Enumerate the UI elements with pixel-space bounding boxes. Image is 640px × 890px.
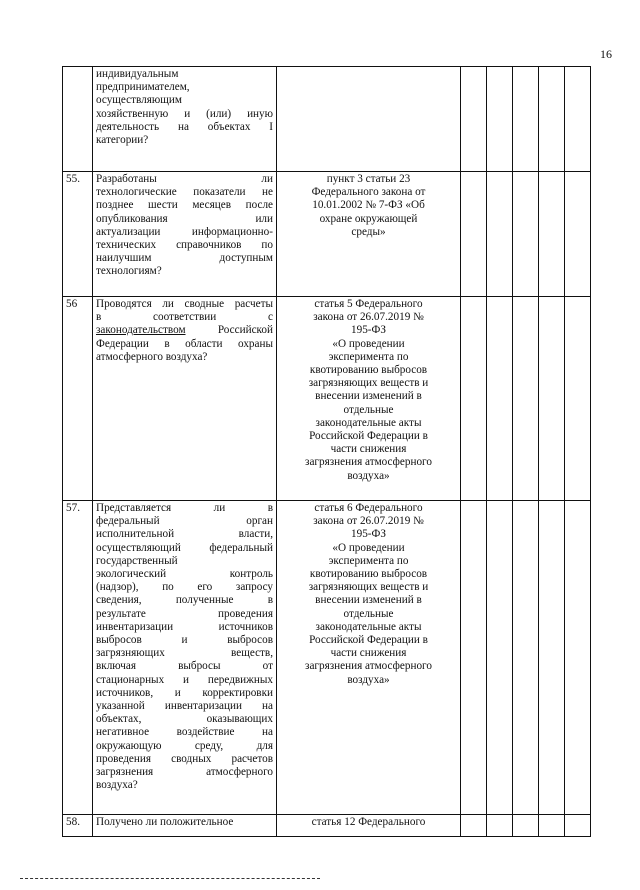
question-cell xyxy=(93,815,277,837)
answer-cell xyxy=(487,501,513,815)
answer-cell xyxy=(487,815,513,837)
question-line: экологический контроль xyxy=(96,568,273,581)
reference-cell xyxy=(277,501,461,815)
question-line: технических справочников по xyxy=(96,239,273,252)
row-number xyxy=(63,67,93,172)
answer-cell xyxy=(565,297,591,501)
reference-line: загрязнения атмосферного xyxy=(305,660,432,673)
answer-cell xyxy=(487,297,513,501)
question-cell xyxy=(93,297,277,501)
row-number: 55. xyxy=(63,172,93,297)
question-line: индивидуальным xyxy=(96,68,179,80)
question-line: объектах, оказывающих xyxy=(96,713,273,726)
question-line: загрязняющих веществ, xyxy=(96,647,273,660)
row-number: 56 xyxy=(63,297,93,501)
checklist-table xyxy=(62,66,591,837)
answer-cell xyxy=(565,501,591,815)
answer-cell xyxy=(565,67,591,172)
question-line: государственный xyxy=(96,554,178,567)
question-line: категории? xyxy=(96,134,149,147)
question-line: включая выбросы от xyxy=(96,660,273,673)
question-line: Представляется ли в xyxy=(96,502,273,514)
reference-line: закона от 26.07.2019 № xyxy=(313,515,424,528)
question-line: указанной инвентаризации на xyxy=(96,700,273,713)
answer-cell xyxy=(461,67,487,172)
table-row xyxy=(63,67,591,172)
answer-cell xyxy=(513,501,539,815)
reference-line: загрязняющих веществ и xyxy=(308,377,429,390)
reference-line: статья 6 Федерального xyxy=(314,502,423,514)
reference-cell xyxy=(277,67,461,172)
question-line: хозяйственную и (или) иную xyxy=(96,107,273,120)
reference-line: части снижения xyxy=(330,647,407,660)
answer-cell xyxy=(539,172,565,297)
question-line: осуществляющий федеральный xyxy=(96,541,273,554)
reference-line: законодательные акты xyxy=(315,416,422,429)
question-line: предпринимателем, xyxy=(96,81,190,94)
reference-line: воздуха» xyxy=(347,469,390,482)
answer-cell xyxy=(461,297,487,501)
question-cell xyxy=(93,67,277,172)
row-number: 58. xyxy=(63,815,93,837)
answer-cell xyxy=(461,815,487,837)
question-line: (надзор), по его запросу xyxy=(96,581,273,594)
question-line: осуществляющим xyxy=(96,94,182,107)
answer-cell xyxy=(539,815,565,837)
reference-line: 10.01.2002 № 7-ФЗ «Об xyxy=(312,199,425,212)
question-line: технологические показатели не xyxy=(96,186,273,199)
reference-line: охране окружающей xyxy=(319,212,418,225)
reference-line: Российской Федерации в xyxy=(309,430,428,443)
reference-line: внесении изменений в xyxy=(315,390,422,403)
answer-cell xyxy=(513,815,539,837)
question-line: сведения, полученные в xyxy=(96,594,273,607)
reference-line: статья 5 Федерального xyxy=(314,298,423,310)
page-number: 16 xyxy=(600,47,612,61)
question-line: воздуха? xyxy=(96,779,138,792)
answer-cell xyxy=(461,172,487,297)
question-line: технологиям? xyxy=(96,265,162,278)
table-row xyxy=(63,501,591,815)
table-row xyxy=(63,297,591,501)
question-line: источников, и корректировки xyxy=(96,686,273,699)
table-row xyxy=(63,172,591,297)
reference-line: статья 12 Федерального xyxy=(311,816,426,828)
question-line: проведения сводных расчетов xyxy=(96,752,273,765)
table-row xyxy=(63,815,591,837)
row-number: 57. xyxy=(63,501,93,815)
answer-cell xyxy=(513,297,539,501)
question-cell xyxy=(93,501,277,815)
question-line: в соответствии с xyxy=(96,311,273,324)
reference-line: воздуха» xyxy=(347,673,390,686)
question-cell xyxy=(93,172,277,297)
answer-cell xyxy=(539,297,565,501)
reference-line: отдельные xyxy=(343,403,394,416)
question-line: выбросов и выбросов xyxy=(96,634,273,647)
reference-cell xyxy=(277,815,461,837)
answer-cell xyxy=(513,172,539,297)
reference-line: внесении изменений в xyxy=(315,594,422,607)
reference-line: загрязнения атмосферного xyxy=(305,456,432,469)
reference-cell xyxy=(277,172,461,297)
footnote-rule xyxy=(20,878,320,879)
reference-line: квотированию выбросов xyxy=(309,568,428,581)
reference-line: 195-ФЗ xyxy=(351,324,386,337)
question-line: окружающую среду, для xyxy=(96,739,273,752)
answer-cell xyxy=(513,67,539,172)
question-line: негативное воздействие на xyxy=(96,726,273,739)
reference-line: среды» xyxy=(351,225,386,238)
question-line: атмосферного воздуха? xyxy=(96,350,208,363)
question-line: Проводятся ли сводные расчеты xyxy=(96,298,273,310)
question-line: результате проведения xyxy=(96,607,273,620)
reference-line: «О проведении xyxy=(332,337,405,350)
answer-cell xyxy=(565,815,591,837)
question-line: актуализации информационно- xyxy=(96,225,273,238)
question-line: стационарных и передвижных xyxy=(96,673,273,686)
question-line: деятельность на объектах I xyxy=(96,120,273,133)
answer-cell xyxy=(487,172,513,297)
answer-cell xyxy=(539,501,565,815)
answer-cell xyxy=(539,67,565,172)
reference-line: отдельные xyxy=(343,607,394,620)
question-line: инвентаризации источников xyxy=(96,620,273,633)
question-line: исполнительной власти, xyxy=(96,528,273,541)
reference-cell xyxy=(277,297,461,501)
answer-cell xyxy=(565,172,591,297)
reference-line: квотированию выбросов xyxy=(309,364,428,377)
question-line: Получено ли положительное xyxy=(96,816,234,828)
answer-cell xyxy=(461,501,487,815)
checklist-body xyxy=(63,67,591,837)
reference-line: «О проведении xyxy=(332,541,405,554)
reference-line: Российской Федерации в xyxy=(309,634,428,647)
reference-line: 195-ФЗ xyxy=(351,528,386,541)
reference-line: пункт 3 статьи 23 xyxy=(326,173,411,185)
question-line: Федерации в области охраны xyxy=(96,337,273,350)
reference-line: законодательные акты xyxy=(315,620,422,633)
reference-line: эксперимента по xyxy=(328,554,409,567)
question-line: загрязнения атмосферного xyxy=(96,766,273,779)
underlined-term: законодательством xyxy=(96,324,186,337)
question-line: позднее шести месяцев после xyxy=(96,199,273,212)
question-line: опубликования или xyxy=(96,212,273,225)
question-line: федеральный орган xyxy=(96,515,273,528)
question-line: Разработаны ли xyxy=(96,173,273,185)
reference-line: Федерального закона от xyxy=(311,186,426,199)
reference-line: части снижения xyxy=(330,443,407,456)
answer-cell xyxy=(487,67,513,172)
reference-line: эксперимента по xyxy=(328,350,409,363)
reference-line: закона от 26.07.2019 № xyxy=(313,311,424,324)
question-line: наилучшим доступным xyxy=(96,252,273,265)
question-line: законодательством Российской xyxy=(96,324,273,337)
reference-line: загрязняющих веществ и xyxy=(308,581,429,594)
